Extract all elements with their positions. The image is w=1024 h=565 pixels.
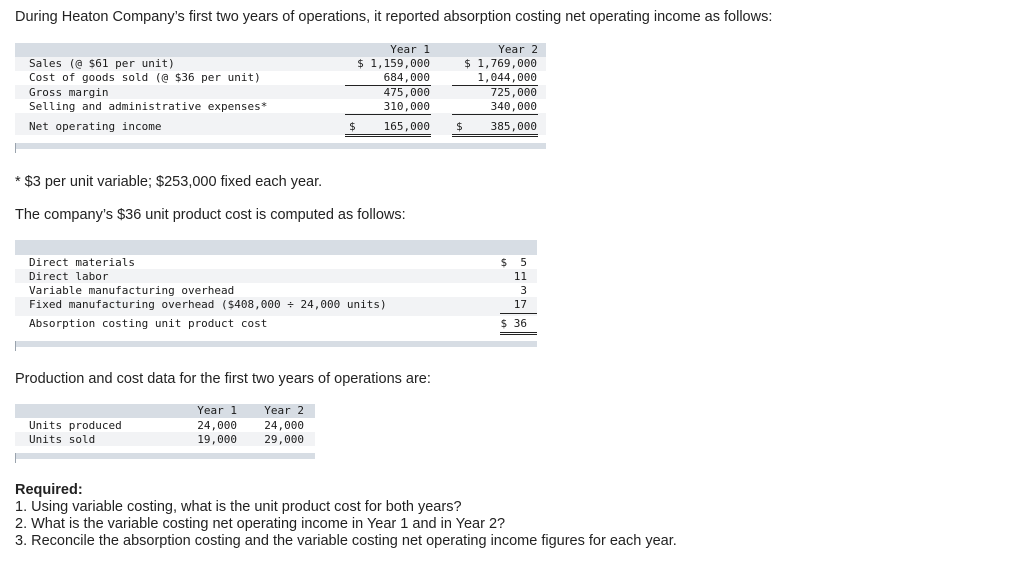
unit-product-cost-table: [15, 240, 537, 350]
direct-materials-value: $ 5: [500, 256, 527, 269]
units-sold-year1: 19,000: [197, 433, 237, 446]
production-col-year1: Year 1: [197, 404, 237, 417]
footnote-text: * $3 per unit variable; $253,000 fixed each year.: [15, 174, 323, 190]
selling-admin-year1: 310,000: [383, 100, 430, 113]
gross-margin-year2: 725,000: [490, 86, 537, 99]
col-header-year1: Year 1: [390, 43, 430, 56]
intro-text: During Heaton Company’s first two years of operations, it reported absorption costing net operating income as follows:: [15, 9, 773, 25]
row-label-cogs: Cost of goods sold (@ $36 per unit): [29, 71, 261, 84]
absorption-unit-cost-value: $ 36: [500, 317, 527, 330]
sales-year1: $ 1,159,000: [357, 57, 430, 70]
col-header-year2: Year 2: [498, 43, 538, 56]
unit-cost-intro-text: The company’s $36 unit product cost is computed as follows:: [15, 207, 406, 223]
required-item-3: 3. Reconcile the absorption costing and the variable costing net operating income figures for each year.: [15, 533, 677, 549]
row-label-gross-margin: Gross margin: [29, 86, 109, 99]
row-label-absorption-unit-cost: Absorption costing unit product cost: [29, 317, 268, 330]
row-label-variable-overhead: Variable manufacturing overhead: [29, 284, 235, 297]
units-produced-year1: 24,000: [197, 419, 237, 432]
units-sold-year2: 29,000: [264, 433, 304, 446]
units-produced-year2: 24,000: [264, 419, 304, 432]
sales-year2: $ 1,769,000: [464, 57, 537, 70]
production-intro-text: Production and cost data for the first two years of operations are:: [15, 371, 431, 387]
variable-overhead-value: 3: [520, 284, 527, 297]
selling-admin-year2: 340,000: [490, 100, 537, 113]
production-col-year2: Year 2: [264, 404, 304, 417]
cogs-year2: 1,044,000: [477, 71, 537, 84]
row-label-sales: Sales (@ $61 per unit): [29, 57, 175, 70]
noi-year2-dollar: $: [456, 120, 463, 133]
required-heading: Required:: [15, 482, 83, 498]
gross-margin-year1: 475,000: [383, 86, 430, 99]
row-label-units-produced: Units produced: [29, 419, 122, 432]
row-label-net-operating-income: Net operating income: [29, 120, 162, 133]
row-label-selling-admin: Selling and administrative expenses*: [29, 100, 268, 113]
production-data-table: [15, 404, 315, 464]
required-item-1: 1. Using variable costing, what is the unit product cost for both years?: [15, 499, 462, 515]
fixed-overhead-value: 17: [513, 298, 527, 311]
cogs-year1: 684,000: [383, 71, 430, 84]
income-statement-table: [15, 43, 546, 153]
row-label-direct-labor: Direct labor: [29, 270, 109, 283]
noi-year1: 165,000: [383, 120, 430, 133]
direct-labor-value: 11: [513, 270, 527, 283]
required-item-2: 2. What is the variable costing net operating income in Year 1 and in Year 2?: [15, 516, 506, 532]
row-label-direct-materials: Direct materials: [29, 256, 135, 269]
noi-year1-dollar: $: [349, 120, 356, 133]
row-label-units-sold: Units sold: [29, 433, 96, 446]
row-label-fixed-overhead: Fixed manufacturing overhead ($408,000 ÷ 24,000 units): [29, 298, 387, 311]
noi-year2: 385,000: [490, 120, 537, 133]
